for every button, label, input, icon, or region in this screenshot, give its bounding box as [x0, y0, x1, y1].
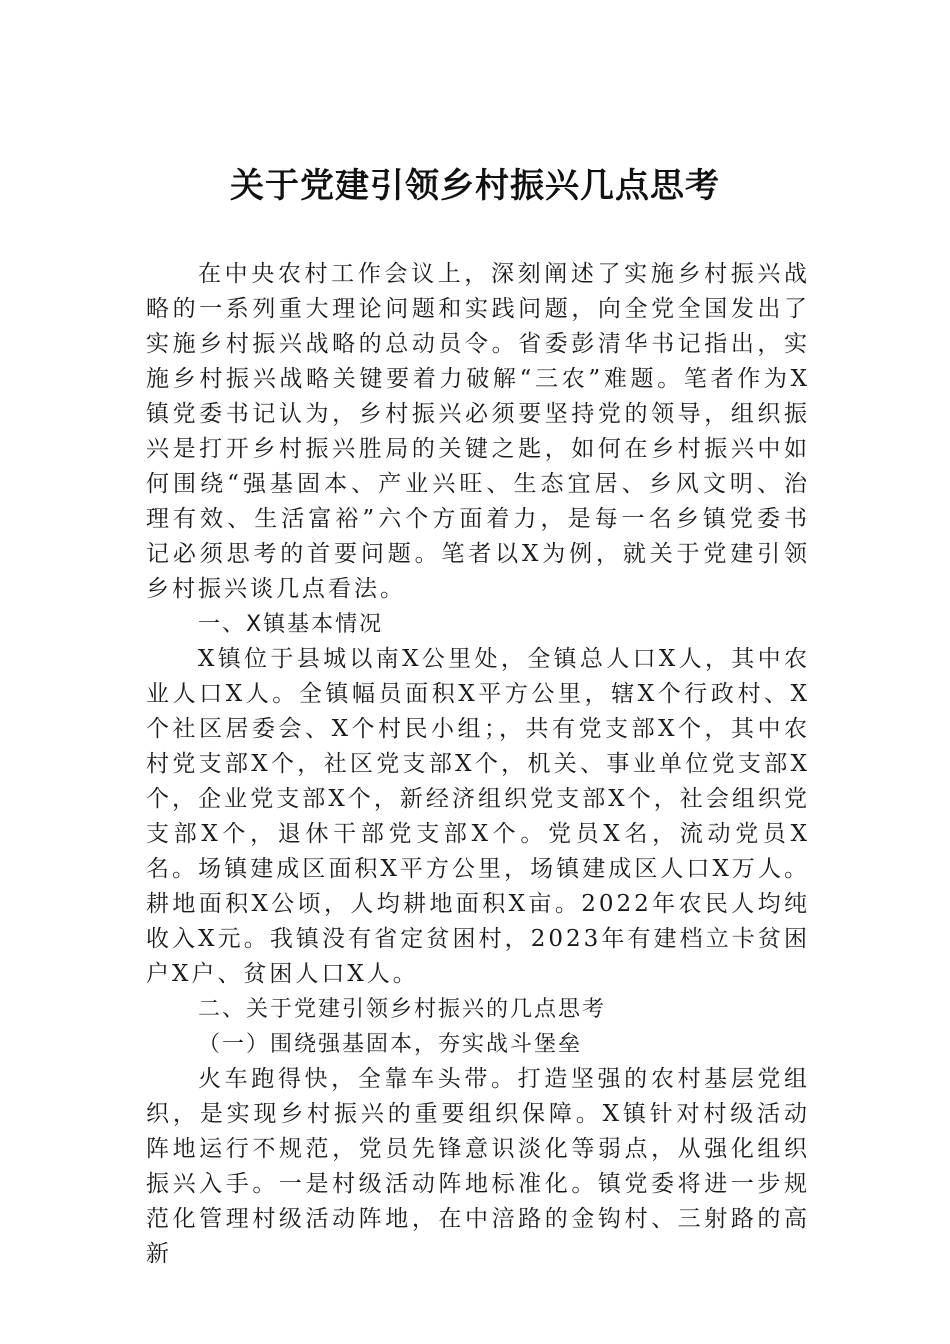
basic-info-paragraph: X镇位于县城以南X公里处，全镇总人口X人，其中农业人口X人。全镇幅员面积X平方公里，辖X个行政村、X个社区居委会、X个村民小组；，共有党支部X个，其中农村党支部X个，社区党支部X个，机关、事业单位党支部X个，企业党支部X个，新经济组织党支部X个，社会组织党支部X个，退休干部党支部X个。党员X名，流动党员X名。场镇建成区面积X平方公里，场镇建成区人口X万人。耕地面积X公顷，人均耕地面积X亩。2022年农民人均纯收入X元。我镇没有省定贫困村，2023年有建档立卡贫困户X户、贫困人口X人。	[146, 646, 810, 987]
subsection-paragraph-1: 火车跑得快，全靠车头带。打造坚强的农村基层党组织，是实现乡村振兴的重要组织保障。X镇针对村级活动阵地运行不规范，党员先锋意识淡化等弱点，从强化组织振兴入手。一是村级活动阵地标准化。镇党委将进一步规范化管理村级活动阵地，在中涪路的金钩村、三射路的高新	[146, 1066, 810, 1267]
section-heading-2: 二、关于党建引领乡村振兴的几点思考	[198, 997, 607, 1022]
subsection-heading-1: （一）围绕强基固本，夯实战斗堡垒	[198, 1032, 583, 1057]
intro-paragraph: 在中央农村工作会议上，深刻阐述了实施乡村振兴战略的一系列重大理论问题和实践问题，向全党全国发出了实施乡村振兴战略的总动员令。省委彭清华书记指出，实施乡村振兴战略关键要着力破解“三农”难题。笔者作为X镇党委书记认为，乡村振兴必须要坚持党的领导，组织振兴是打开乡村振兴胜局的关键之匙，如何在乡村振兴中如何围绕“强基固本、产业兴旺、生态宜居、乡风文明、治理有效、生活富裕”六个方面着力，是每一名乡镇党委书记必须思考的首要问题。笔者以X为例，就关于党建引领乡村振兴谈几点看法。	[146, 261, 810, 602]
document-title: 关于党建引领乡村振兴几点思考	[230, 166, 720, 206]
section-heading-1: 一、X镇基本情况	[198, 612, 384, 637]
document-body	[146, 257, 810, 1272]
